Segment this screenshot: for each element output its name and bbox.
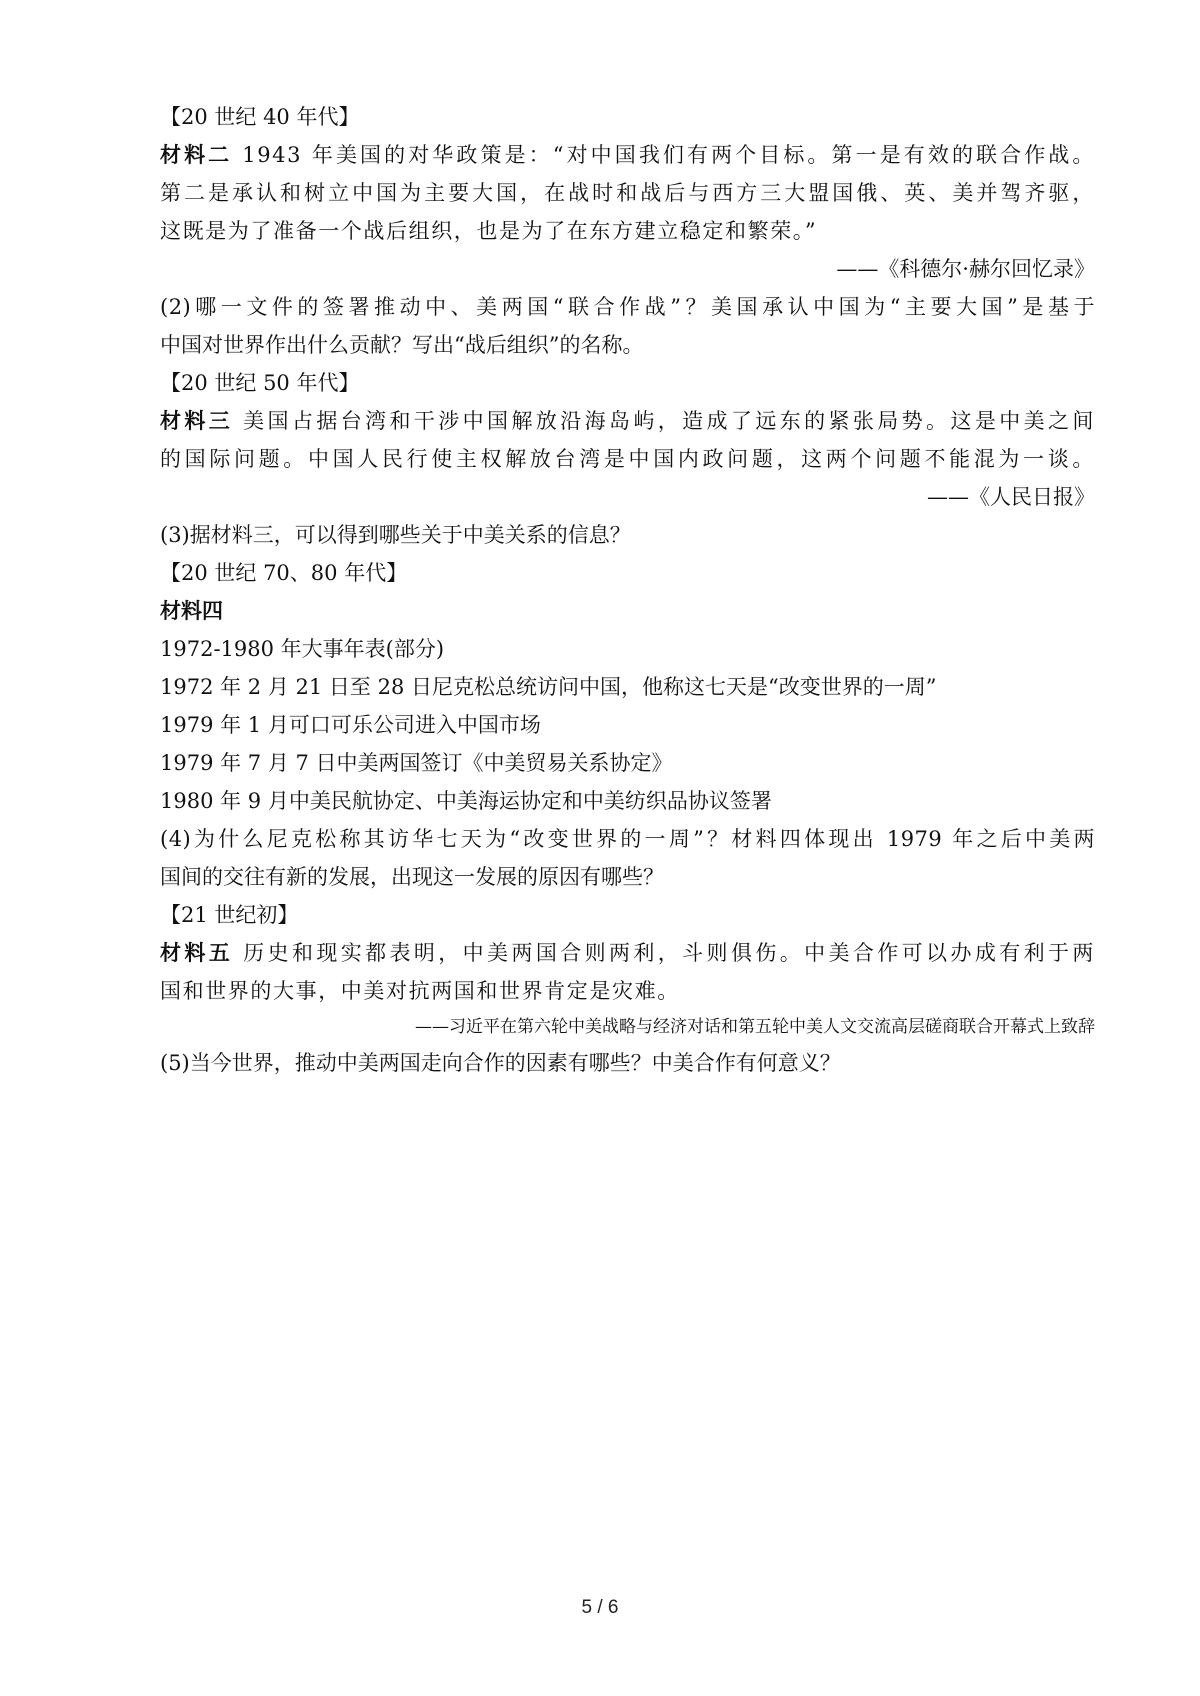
material-5-line-2: 国和世界的大事，中美对抗两国和世界肯定是灾难。 (160, 979, 680, 1003)
section-heading-21c: 【21 世纪初】 (160, 903, 299, 927)
material-3-label: 材料三 (160, 409, 234, 433)
section-heading-50s: 【20 世纪 50 年代】 (160, 371, 360, 395)
material-2-line-3: 这既是为了准备一个战后组织，也是为了在东方建立稳定和繁荣。” (160, 219, 818, 243)
question-4-line-2: 国间的交往有新的发展，出现这一发展的原因有哪些？ (160, 865, 664, 889)
material-2-line-1: 材料二 1943 年美国的对华政策是：“对中国我们有两个目标。第一是有效的联合作战。 (160, 143, 1095, 167)
question-5: (5)当今世界，推动中美两国走向合作的因素有哪些？中美合作有何意义？ (160, 1051, 841, 1075)
material-2-source: ——《科德尔·赫尔回忆录》 (836, 257, 1095, 281)
timeline-item: 1980 年 9 月中美民航协定、中美海运协定和中美纺织品协议签署 (160, 789, 772, 813)
material-2-label: 材料二 (160, 143, 233, 167)
material-4-label: 材料四 (160, 599, 223, 623)
timeline-item: 1972 年 2 月 21 日至 28 日尼克松总统访问中国，他称这七天是“改变世界的一周” (160, 675, 937, 699)
material-3-line-2: 的国际问题。中国人民行使主权解放台湾是中国内政问题，这两个问题不能混为一谈。 (160, 447, 1095, 471)
question-4-line-1: (4)为什么尼克松称其访华七天为“改变世界的一周”？材料四体现出 1979 年之后中美两 (160, 827, 1095, 851)
material-3-line-1: 材料三 美国占据台湾和干涉中国解放沿海岛屿，造成了远东的紧张局势。这是中美之间 (160, 409, 1095, 433)
page-number: 5 / 6 (581, 1597, 619, 1618)
timeline-title: 1972-1980 年大事年表(部分) (160, 637, 445, 661)
question-2-line-2: 中国对世界作出什么贡献？写出“战后组织”的名称。 (160, 333, 644, 357)
material-3-source: ——《人民日报》 (927, 485, 1095, 509)
material-5-line-1: 材料五 历史和现实都表明，中美两国合则两利，斗则俱伤。中美合作可以办成有利于两 (160, 941, 1095, 965)
timeline-item: 1979 年 1 月可口可乐公司进入中国市场 (160, 713, 541, 737)
timeline-item: 1979 年 7 月 7 日中美两国签订《中美贸易关系协定》 (160, 751, 673, 775)
question-2-line-1: (2)哪一文件的签署推动中、美两国“联合作战”？美国承认中国为“主要大国”是基于 (160, 295, 1095, 319)
material-5-source: ——习近平在第六轮中美战略与经济对话和第五轮中美人文交流高层磋商联合开幕式上致辞 (415, 1017, 1095, 1037)
material-2-line-2: 第二是承认和树立中国为主要大国，在战时和战后与西方三大盟国俄、英、美并驾齐驱， (160, 181, 1095, 205)
section-heading-40s: 【20 世纪 40 年代】 (160, 105, 360, 129)
section-heading-70s-80s: 【20 世纪 70、80 年代】 (160, 561, 408, 585)
question-3: (3)据材料三，可以得到哪些关于中美关系的信息？ (160, 523, 631, 547)
material-5-label: 材料五 (160, 941, 234, 965)
document-body (160, 98, 1095, 1082)
